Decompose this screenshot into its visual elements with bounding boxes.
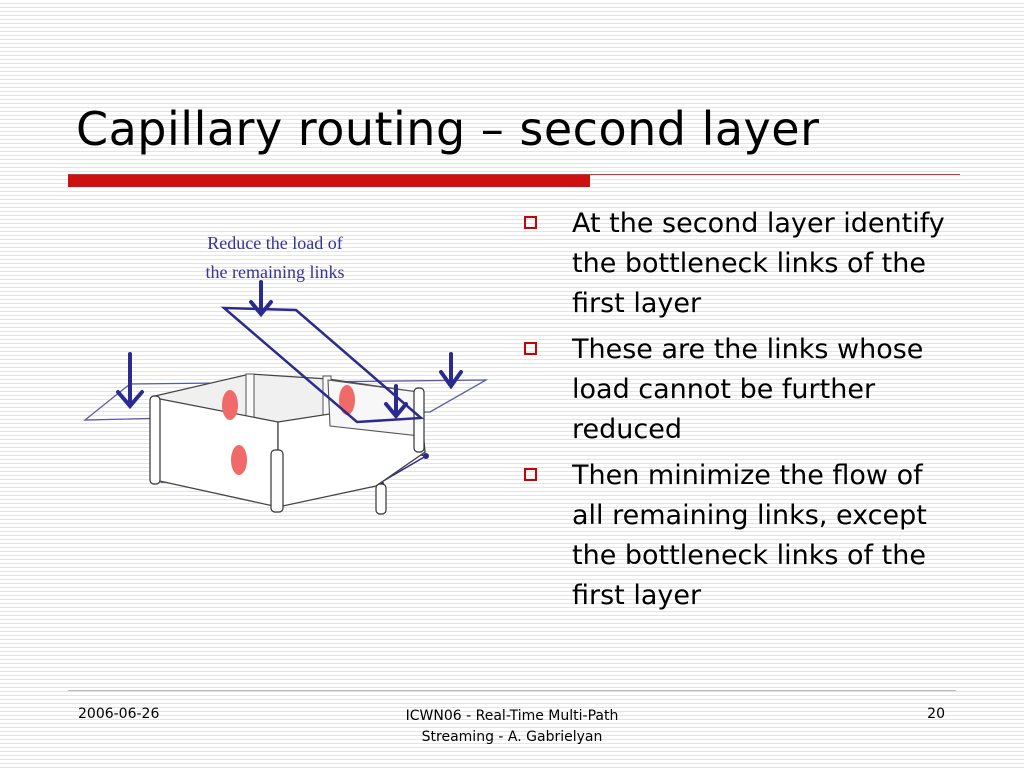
pillar — [414, 388, 424, 452]
bullet-item — [520, 204, 960, 324]
bullet-text: These are the links whose load cannot be further reduced — [572, 334, 924, 445]
diagram-label-line1: Reduce the load of — [207, 233, 343, 253]
hollow-square-bullet-icon — [524, 468, 537, 481]
down-arrow-icon — [441, 354, 461, 386]
lower-node — [423, 453, 429, 459]
bottleneck-marker — [339, 385, 355, 415]
down-arrow-icon — [118, 354, 142, 406]
diagram-label-line2: the remaining links — [205, 262, 345, 282]
bullet-list — [520, 204, 960, 622]
slide-title: Capillary routing – second layer — [76, 102, 820, 156]
footer-title — [362, 706, 662, 748]
pillar — [150, 396, 160, 484]
bullet-item — [520, 330, 960, 450]
footer-title-line2: Streaming - A. Gabrielyan — [421, 729, 603, 745]
hollow-square-bullet-icon — [524, 342, 537, 355]
bottleneck-marker — [231, 445, 247, 475]
bullet-text: At the second layer identify the bottleneck links of the first layer — [572, 208, 945, 319]
footer-title-line1: ICWN06 - Real-Time Multi-Path — [405, 708, 619, 724]
page-number: 20 — [927, 706, 945, 722]
pillar — [271, 450, 283, 512]
bullet-text: Then minimize the flow of all remaining links, except the bottleneck links of the first layer — [572, 460, 927, 611]
footer-date: 2006-06-26 — [78, 706, 160, 722]
title-divider-accent — [68, 175, 590, 187]
bullet-item — [520, 456, 960, 616]
footer-divider — [68, 690, 956, 691]
capillary-diagram — [70, 222, 500, 532]
hollow-square-bullet-icon — [524, 216, 537, 229]
bottleneck-marker — [222, 390, 238, 420]
pillar — [376, 484, 386, 514]
